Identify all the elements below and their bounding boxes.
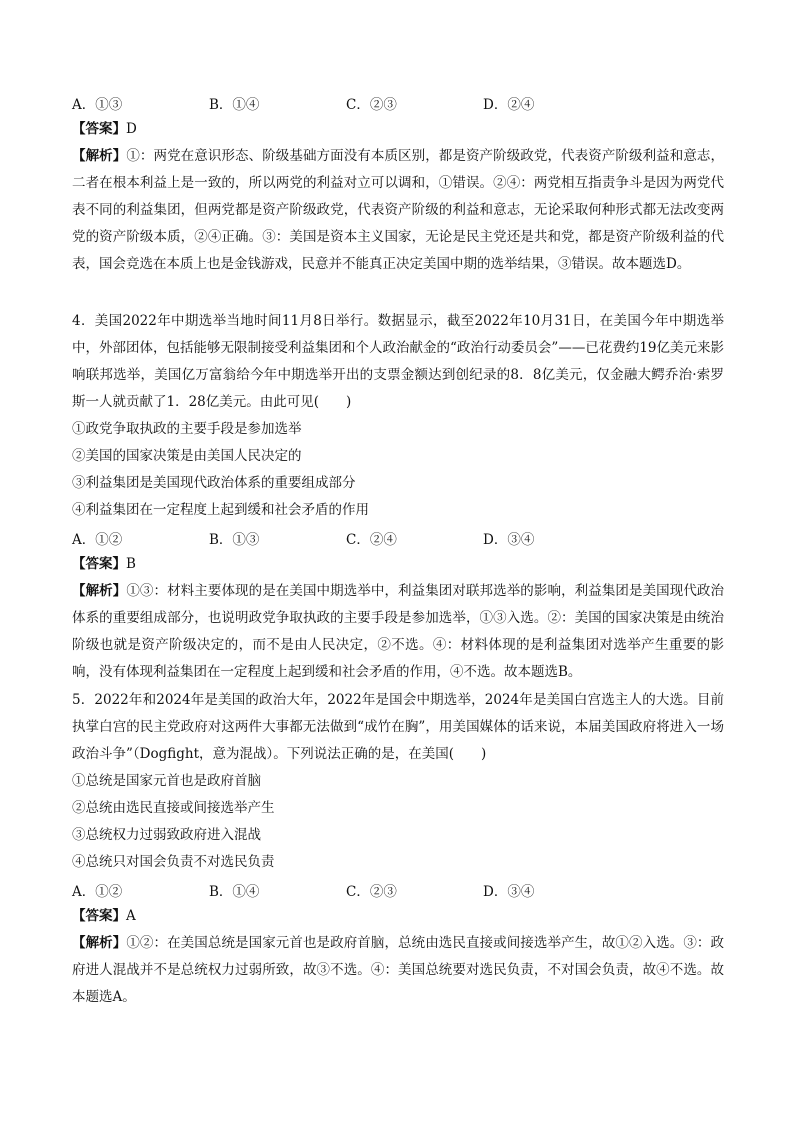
q4-option-a: A．①②	[72, 531, 123, 548]
q5-option-d: D．③④	[483, 883, 535, 900]
analysis-tag: 【解析】	[72, 583, 127, 599]
answer-value: B	[126, 556, 136, 572]
analysis-text: ①：两党在意识形态、阶级基础方面没有本质区别，都是资产阶级政党，代表资产阶级利益和意志，二者在根本利益上是一致的，所以两党的利益对立可以调和，①错误。②④：两党相互指责争斗是因为两党代表不同的利益集团，但两党都是资产阶级政党，代表资产阶级的利益和意志，无论采取何种形式都无法改变两党的资产阶级本质，②④正确。③：美国是资本主义国家，无论是民主党还是共和党，都是资产阶级利益的代表，国会竞选在本质上也是金钱游戏，民意并不能真正决定美国中期的选举结果，③错误。故本题选D。	[72, 148, 725, 272]
q5-stem: 5．2022年和2024年是美国的政治大年，2022年是国会中期选举，2024年是美国白宫选主人的大选。目前执掌白宫的民主党政府对这两件大事都无法做到“成竹在胸”，用美国媒体的话来说，本届美国政府将进入一场政治斗争”（Dogfight，意为混战）。下列说法正确的是，在美国( )	[72, 692, 724, 762]
q5-option-c: C．②③	[346, 883, 397, 900]
q5-statement-1: ①总统是国家元首也是政府首脑	[72, 773, 261, 789]
q5-options	[72, 876, 724, 903]
q4-analysis	[72, 578, 724, 686]
answer-value: D	[126, 121, 137, 137]
q4-block	[72, 308, 724, 686]
answer-tag: 【答案】	[72, 556, 126, 572]
q4-option-b: B．①③	[209, 531, 260, 548]
q3-option-c: C．②③	[346, 97, 397, 113]
answer-tag: 【答案】	[72, 908, 126, 924]
q5-statement-2: ②总统由选民直接或间接选举产生	[72, 800, 275, 816]
q3-options	[72, 92, 724, 114]
q3-option-a: A．①③	[72, 97, 123, 113]
q4-statement-1: ①政党争取执政的主要手段是参加选举	[72, 421, 302, 437]
q3-analysis	[72, 143, 724, 278]
answer-tag: 【答案】	[72, 121, 126, 137]
q3-block	[72, 92, 724, 278]
q5-option-a: A．①②	[72, 883, 123, 900]
q3-option-b: B．①④	[209, 97, 260, 113]
q4-option-c: C．②④	[346, 531, 397, 548]
q3-option-d: D．②④	[483, 97, 535, 113]
q3-answer	[72, 116, 724, 143]
q4-stem: 4．美国2022年中期选举当地时间11月8日举行。数据显示，截至2022年10月31日，在美国今年中期选举中，外部团体，包括能够无限制接受利益集团和个人政治献金的“政治行动委员会”——已花费约19亿美元来影响联邦选举，美国亿万富翁给今年中期选举开出的支票金额达到创纪录的8．8亿美元，仅金融大鳄乔治·索罗斯一人就贡献了1．28亿美元。由此可见( )	[72, 313, 724, 410]
q5-statement-3: ③总统权力过弱致政府进入混战	[72, 827, 261, 843]
q4-statement-2: ②美国的国家决策是由美国人民决定的	[72, 448, 302, 464]
q4-answer	[72, 551, 724, 578]
q4-options	[72, 524, 724, 551]
q5-answer	[72, 903, 724, 930]
analysis-tag: 【解析】	[72, 935, 127, 951]
analysis-text: ①③：材料主要体现的是在美国中期选举中，利益集团对联邦选举的影响，利益集团是美国现代政治体系的重要组成部分，也说明政党争取执政的主要手段是参加选举，①③入选。②：美国的国家决策是由统治阶级也就是资产阶级决定的，而不是由人民决定，②不选。④：材料体现的是利益集团对选举产生重要的影响，没有体现利益集团在一定程度上起到缓和社会矛盾的作用，④不选。故本题选B。	[72, 583, 725, 680]
q5-analysis	[72, 930, 724, 1011]
q4-option-d: D．③④	[483, 531, 535, 548]
answer-value: A	[126, 908, 136, 924]
q5-block	[72, 687, 724, 1011]
q5-option-b: B．①④	[209, 883, 260, 900]
q4-statement-3: ③利益集团是美国现代政治体系的重要组成部分	[72, 475, 356, 491]
q4-statement-4: ④利益集团在一定程度上起到缓和社会矛盾的作用	[72, 502, 369, 518]
q5-statement-4: ④总统只对国会负责不对选民负责	[72, 854, 275, 870]
analysis-text: ①②：在美国总统是国家元首也是政府首脑，总统由选民直接或间接选举产生，故①②入选。③：政府进人混战并不是总统权力过弱所致，故③不选。④：美国总统要对选民负责，不对国会负责，故④不选。故本题选A。	[72, 935, 725, 1005]
analysis-tag: 【解析】	[72, 148, 127, 164]
